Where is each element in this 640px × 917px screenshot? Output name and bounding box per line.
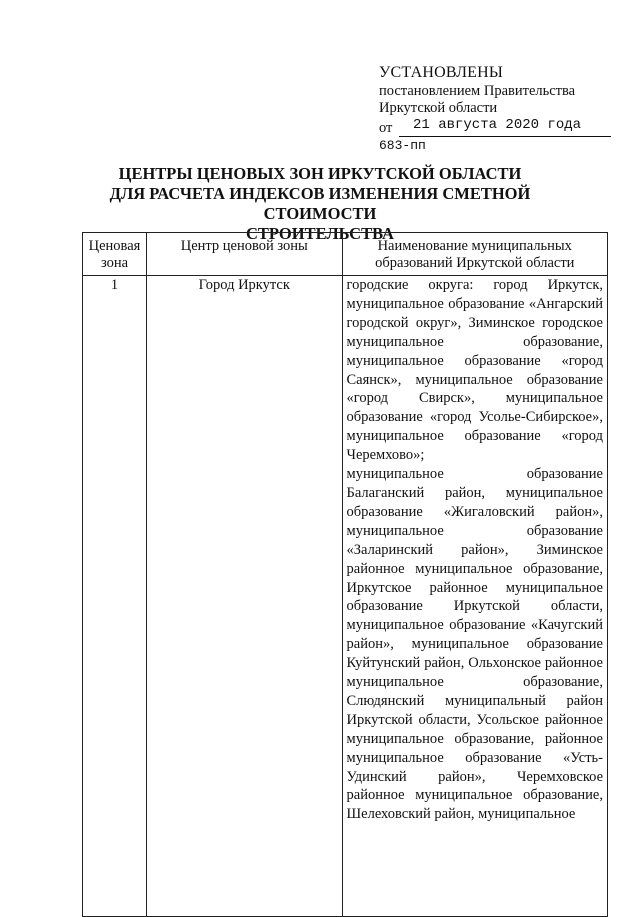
approval-stamp	[379, 62, 611, 154]
approval-number: 683-пп	[379, 138, 426, 153]
price-zones-table	[82, 232, 608, 917]
table-header-row	[83, 233, 608, 276]
date-prefix: от	[379, 120, 393, 136]
approval-heading: УСТАНОВЛЕНЫ	[379, 64, 504, 81]
approval-line-1: постановлением Правительства	[379, 83, 576, 99]
table-row	[83, 276, 608, 917]
header-center: Центр ценовой зоны	[146, 233, 342, 276]
approval-line-2: Иркутской области	[379, 100, 498, 116]
header-zone: Ценовая зона	[83, 233, 147, 276]
cell-zone: 1	[83, 276, 147, 917]
names-paragraph-1: городские округа: город Иркутск, муниципальное образование «Ангарский городской округ», Зиминское городское муниципальное образование, муниципальное образование «город Саянск», муниципальное образование «город Свирск», муниципальное образование «город Усолье-Сибирское», муниципальное образование «город Черемхово»;	[346, 277, 603, 464]
date-underline	[399, 136, 611, 137]
header-names: Наименование муниципальных образований Иркутской области	[342, 233, 607, 276]
cell-center: Город Иркутск	[146, 276, 342, 917]
names-paragraph-2: муниципальное образование Балаганский район, муниципальное образование «Жигаловский район», муниципальное образование «Заларинский район», Зиминское районное муниципальное образование, Иркутское районное муниципальное образование Иркутской области, муниципальное образование «Качугский район», муниципальное образование Куйтунский район, Ольхонское районное муниципальное образование, Слюдянский муниципальный район Иркутской области, Усольское районное муниципальное образование, районное муниципальное образование «Усть-Удинский район», Черемховское районное муниципальное образование, Шелеховский район, муниципальное	[346, 466, 603, 823]
title-line-1: ЦЕНТРЫ ЦЕНОВЫХ ЗОН ИРКУТСКОЙ ОБЛАСТИ	[118, 164, 522, 183]
title-line-3: СТРОИТЕЛЬСТВА	[246, 224, 394, 243]
title-line-2: ДЛЯ РАСЧЕТА ИНДЕКСОВ ИЗМЕНЕНИЯ СМЕТНОЙ СТОИМОСТИ	[109, 184, 531, 223]
approval-date: 21 августа 2020 года	[413, 117, 582, 133]
cell-names	[342, 276, 607, 917]
approval-date-row	[379, 117, 611, 137]
